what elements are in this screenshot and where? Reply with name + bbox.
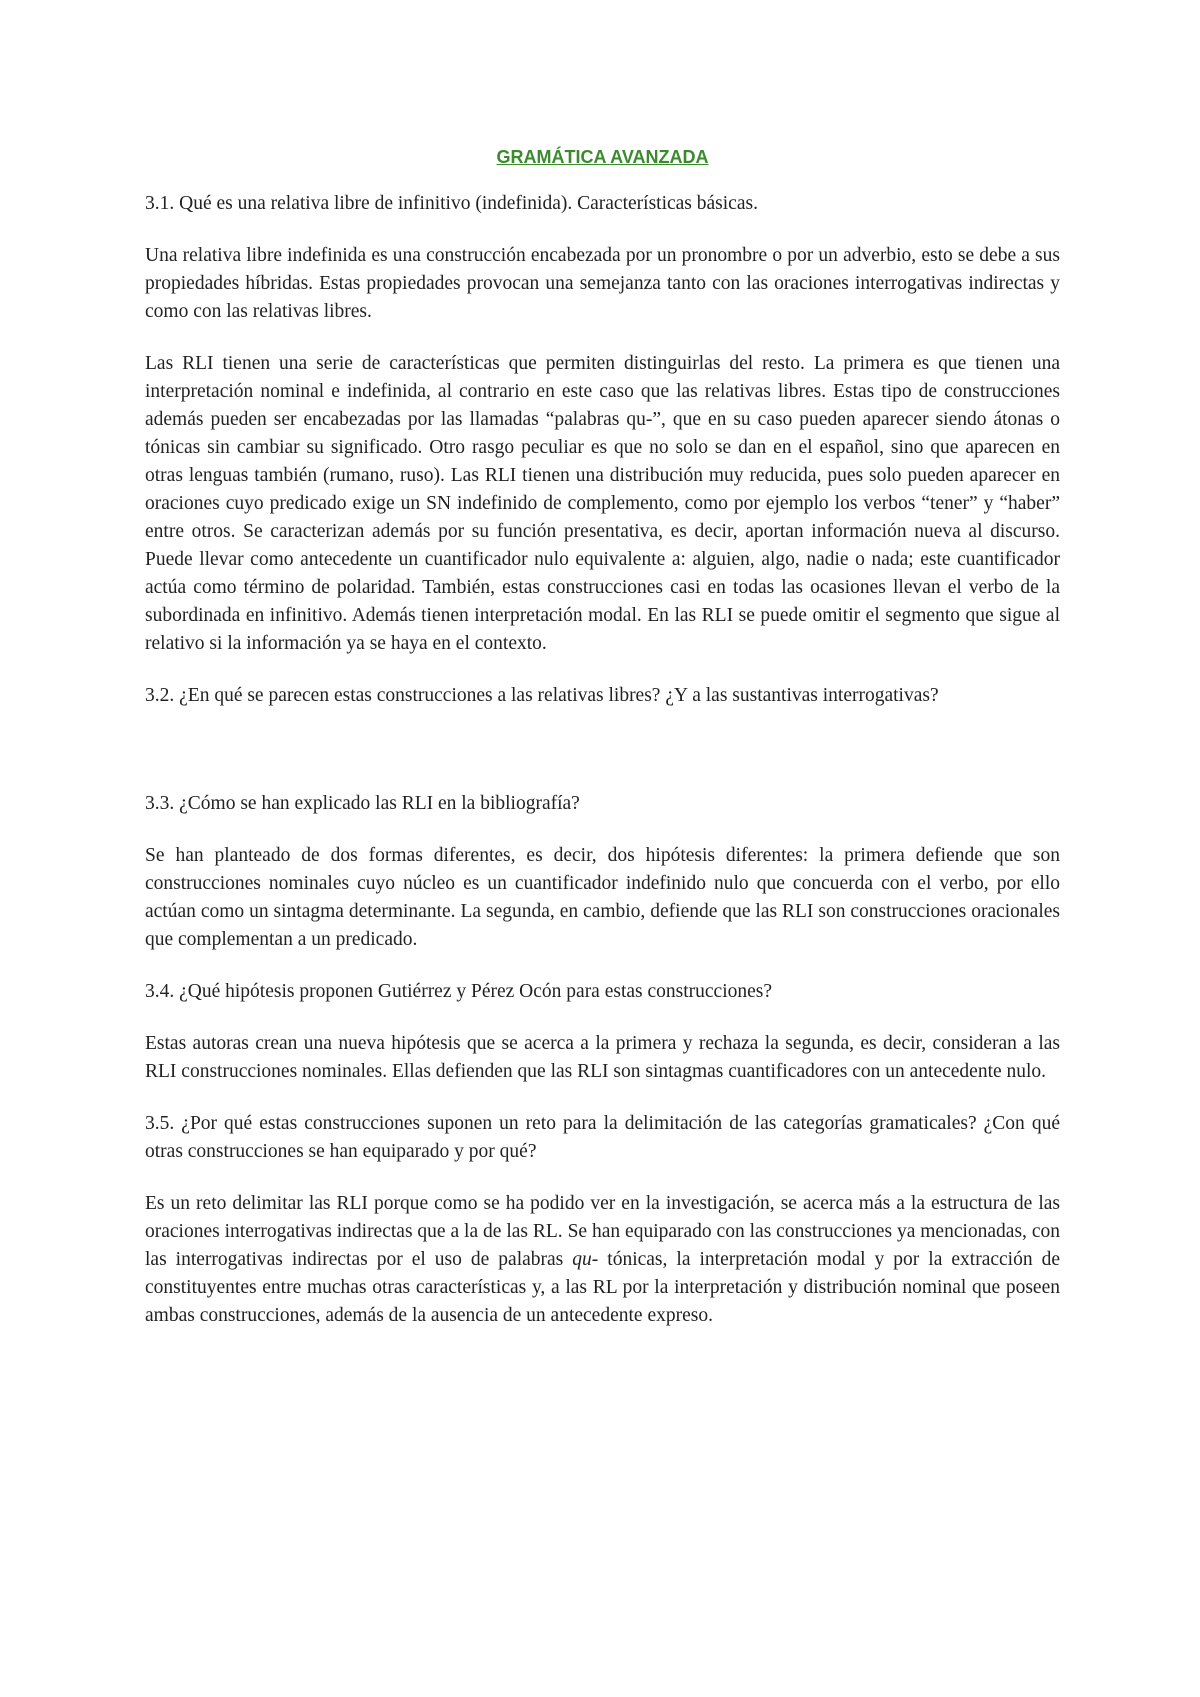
answer-3-3: Se han planteado de dos formas diferentes, es decir, dos hipótesis diferentes: la primera defiende que son construcciones nominales cuyo núcleo es un cuantificador indefinido nulo que concuerda con el verbo, por ello actúan como un sintagma determinante. La segunda, en cambio, defiende que las RLI son construcciones oracionales que complementan a un predicado.	[145, 845, 1060, 950]
answer-3-1-paragraph-1: Una relativa libre indefinida es una construcción encabezada por un pronombre o por un adverbio, esto se debe a sus propiedades híbridas. Estas propiedades provocan una semejanza tanto con las oraciones interrogativas indirectas y como con las relativas libres.	[145, 245, 1060, 322]
answer-3-4: Estas autoras crean una nueva hipótesis que se acerca a la primera y rechaza la segunda, es decir, consideran a las RLI construcciones nominales. Ellas defienden que las RLI son sintagmas cuantificadores con un antecedente nulo.	[145, 1033, 1060, 1082]
blank-answer-space	[145, 734, 1060, 790]
question-3-1: 3.1. Qué es una relativa libre de infinitivo (indefinida). Características básicas.	[145, 193, 758, 214]
answer-3-1-paragraph-2: Las RLI tienen una serie de características que permiten distinguirlas del resto. La primera es que tienen una interpretación nominal e indefinida, al contrario en este caso que las relativas libres. Estas tipo de construcciones además pueden ser encabezadas por las llamadas “palabras qu-”, que en su caso pueden aparecer siendo átonas o tónicas sin cambiar su significado. Otro rasgo peculiar es que no solo se dan en el español, sino que aparecen en otras lenguas también (rumano, ruso). Las RLI tienen una distribución muy reducida, pues solo pueden aparecer en oraciones cuyo predicado exige un SN indefinido de complemento, como por ejemplo los verbos “tener” y “haber” entre otros. Se caracterizan además por su función presentativa, es decir, aportan información nueva al discurso. Puede llevar como antecedente un cuantificador nulo equivalente a: alguien, algo, nadie o nada; este cuantificador actúa como término de polaridad. También, estas construcciones casi en todas las ocasiones llevan el verbo de la subordinada en infinitivo. Además tienen interpretación modal. En las RLI se puede omitir el segmento que sigue al relativo si la información ya se haya en el contexto.	[145, 353, 1060, 654]
answer-3-5	[145, 1190, 1060, 1330]
document-body	[145, 143, 1060, 1354]
question-3-3: 3.3. ¿Cómo se han explicado las RLI en la bibliografía?	[145, 793, 580, 814]
question-3-4: 3.4. ¿Qué hipótesis proponen Gutiérrez y Pérez Ocón para estas construcciones?	[145, 981, 773, 1002]
answer-3-5-text-end: tónicas, la interpretación modal y por la extracción de constituyentes entre muchas otras características y, a las RL por la interpretación y distribución nominal que poseen ambas construcciones, además de la ausencia de un antecedente expreso.	[145, 1249, 1060, 1326]
answer-3-5-italic-term: qu-	[572, 1249, 599, 1270]
answer-3-5-text-start: Es un reto delimitar las RLI porque como se ha podido ver en la investigación, se acerca más a la estructura de las oraciones interrogativas indirectas que a la de las RL. Se han equiparado con las construcciones ya mencionadas, con las interrogativas indirectas por el uso de palabras	[145, 1193, 1060, 1270]
document-title: GRAMÁTICA AVANZADA	[496, 147, 709, 167]
question-3-2: 3.2. ¿En qué se parecen estas construcciones a las relativas libres? ¿Y a las sustantivas interrogativas?	[145, 685, 939, 706]
question-3-5: 3.5. ¿Por qué estas construcciones suponen un reto para la delimitación de las categorías gramaticales? ¿Con qué otras construcciones se han equiparado y por qué?	[145, 1113, 1060, 1162]
